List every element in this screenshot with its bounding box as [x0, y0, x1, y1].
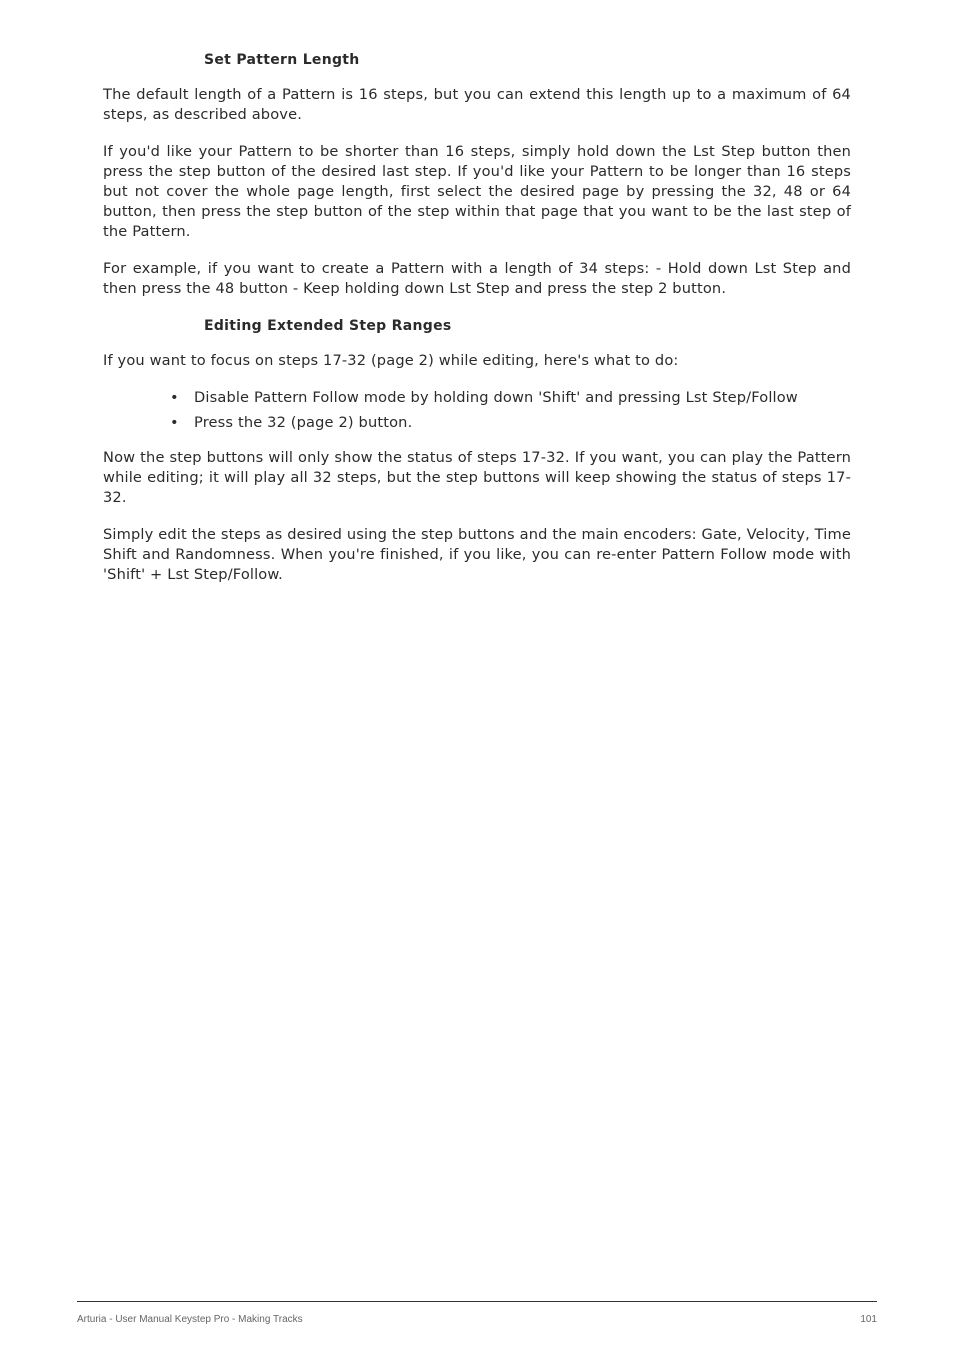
bullet-icon: •: [170, 389, 179, 406]
list-item-text: Press the 32 (page 2) button.: [194, 414, 413, 431]
paragraph: For example, if you want to create a Pattern with a length of 34 steps: - Hold down Lst Step and then press the 48 button - Keep holding down Lst Step and press the step 2 button.: [103, 260, 851, 297]
paragraph: If you'd like your Pattern to be shorter than 16 steps, simply hold down the Lst Step button then press the step button of the desired last step. If you'd like your Pattern to be longer than 16 steps but not cover the whole page length, first select the desired page by pressing the 32, 48 or 64 button, then press the step button of the step within that page that you want to be the last step of the Pattern.: [103, 143, 851, 240]
list-item-text: Disable Pattern Follow mode by holding down 'Shift' and pressing Lst Step/Follow: [194, 389, 798, 406]
paragraph: Now the step buttons will only show the status of steps 17-32. If you want, you can play the Pattern while editing; it will play all 32 steps, but the step buttons will keep showing the status of steps 17-32.: [103, 449, 851, 506]
section-heading-editing-extended-step-ranges: Editing Extended Step Ranges: [204, 318, 452, 334]
paragraph: If you want to focus on steps 17-32 (page 2) while editing, here's what to do:: [103, 352, 679, 369]
footer-title: Arturia - User Manual Keystep Pro - Making Tracks: [77, 1314, 303, 1325]
bullet-list: [103, 388, 851, 433]
page-content: [103, 50, 851, 602]
page-number: 101: [860, 1314, 877, 1325]
list-item: [170, 388, 851, 408]
bullet-icon: •: [170, 414, 179, 431]
footer-divider: [77, 1301, 877, 1302]
paragraph: The default length of a Pattern is 16 steps, but you can extend this length up to a maximum of 64 steps, as described above.: [103, 86, 851, 123]
section-heading-set-pattern-length: Set Pattern Length: [204, 52, 360, 68]
list-item: [170, 413, 851, 433]
paragraph: Simply edit the steps as desired using the step buttons and the main encoders: Gate, Velocity, Time Shift and Randomness. When you're finished, if you like, you can re-enter Pattern Follow mode with 'Shift' + Lst Step/Follow.: [103, 526, 851, 583]
